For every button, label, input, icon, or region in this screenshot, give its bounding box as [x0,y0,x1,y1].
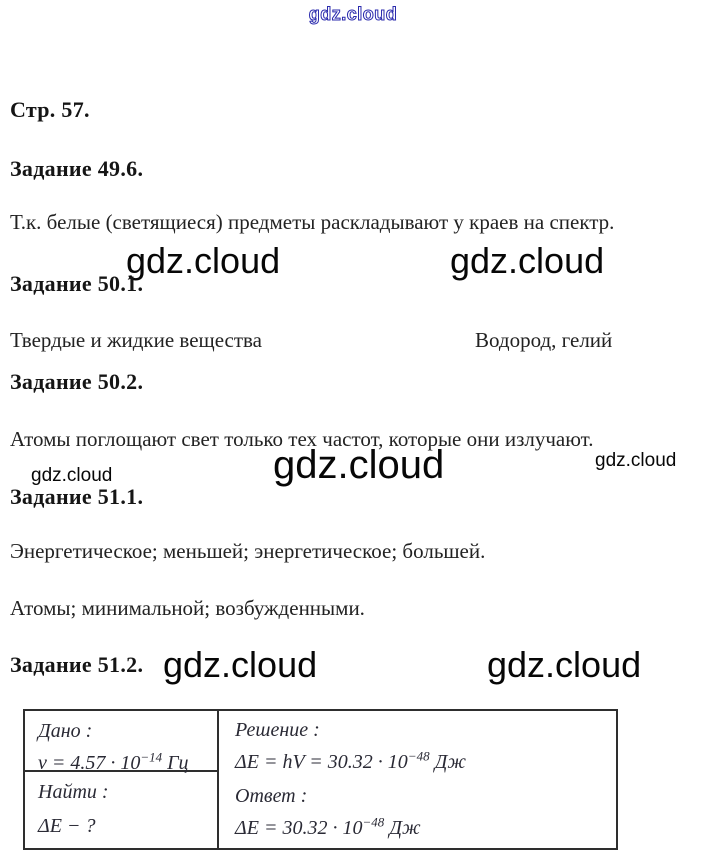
answer-label: Ответ : [235,785,308,807]
watermark: gdz.cloud [450,240,605,281]
find-value: ΔE − ? [38,815,96,837]
watermark-top: gdz.cloud [308,4,398,24]
answer-formula: $\Delta E = 30.32 \cdot 10^{-48}$ Дж [235,814,421,839]
table-left-column [25,711,219,848]
task-51-1-heading: Задание 51.1. [10,484,144,509]
given-cell [25,711,217,772]
task-50-2-answer: Атомы поглощают свет только тех частот, которые они излучают. [10,427,594,451]
given-formula: $v = 4.57 \cdot 10^{-14}$ Гц [38,749,189,774]
task-50-1-heading: Задание 50.1. [10,271,144,296]
watermark: gdz.cloud [595,450,677,471]
task-51-1-answer-1: Энергетическое; меньшей; энергетическое; большей. [10,539,486,563]
watermark: gdz.cloud [163,644,318,685]
task-51-2-heading: Задание 51.2. [10,652,144,677]
solution-label: Решение : [235,719,320,741]
task-51-1-answer-2: Атомы; минимальной; возбужденными. [10,596,365,620]
task-49-6-heading: Задание 49.6. [10,156,144,181]
watermark: gdz.cloud [126,240,281,281]
solution-formula: ΔE = hV = $30.32 \cdot 10^{-48}$ Дж [235,748,466,773]
watermark: gdz.cloud [487,644,642,685]
watermark: gdz.cloud [273,443,445,487]
task-50-1-answer-right: Водород, гелий [475,328,613,352]
solution-cell [219,711,616,848]
find-cell [25,772,217,839]
page-heading: Стр. 57. [10,97,90,122]
answer-table [23,709,618,850]
task-49-6-answer: Т.к. белые (светящиеся) предметы раскладывают у краев на спектр. [10,210,615,234]
given-label: Дано : [38,720,93,742]
watermark: gdz.cloud [31,465,113,486]
task-50-2-heading: Задание 50.2. [10,369,144,394]
task-50-1-answer-left: Твердые и жидкие вещества [10,328,262,352]
find-label: Найти : [38,781,109,803]
